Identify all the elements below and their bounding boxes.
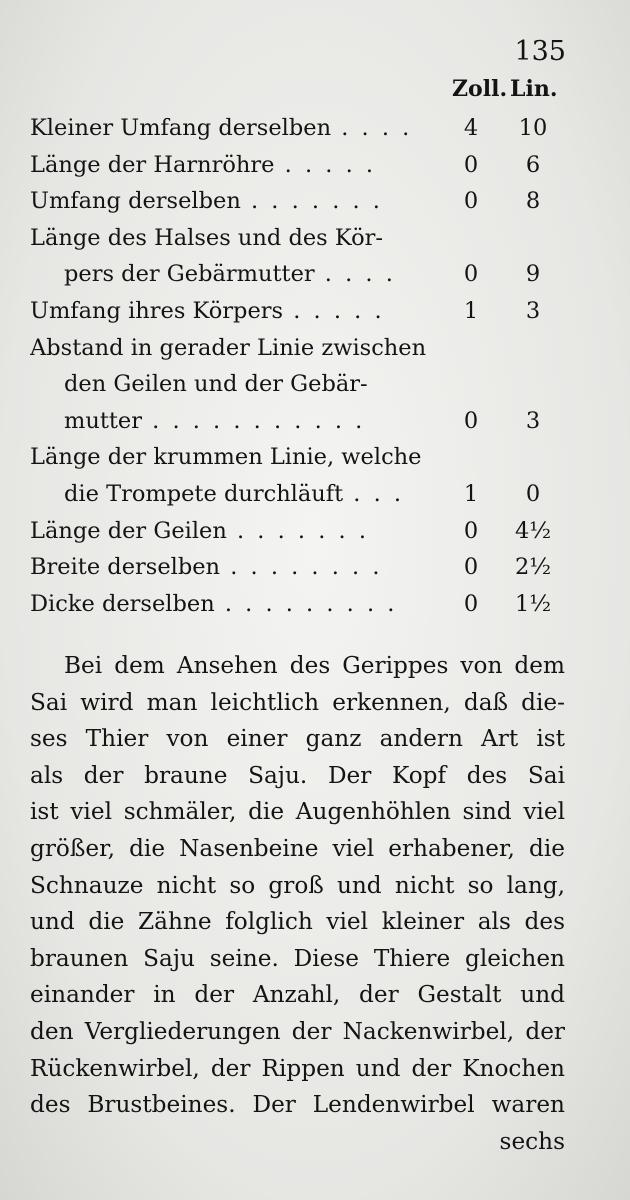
- lin-value: 3: [525, 407, 541, 434]
- body-paragraph: [30, 648, 565, 1160]
- paragraph-line: ses Thier von einer ganz andern Art ist: [30, 725, 565, 753]
- table-row: [30, 330, 590, 440]
- table-row: [30, 439, 590, 512]
- measurement-label: Umfang derselben . . . . . . .: [30, 188, 383, 215]
- measurement-label: Länge des Halses und des Kör-: [30, 224, 383, 251]
- table-row: [30, 220, 590, 293]
- table-row: [30, 110, 590, 147]
- zoll-value: 1: [463, 480, 479, 507]
- lin-value: 4½: [514, 517, 552, 544]
- lin-value: 8: [525, 188, 541, 215]
- measurement-label: Länge der Geilen . . . . . . .: [30, 517, 369, 544]
- table-row: [30, 293, 590, 330]
- measurement-label: die Trompete durchläuft . . .: [64, 480, 405, 507]
- zoll-value: 0: [463, 554, 479, 581]
- paragraph-line: Sai wird man leichtlich erkennen, daß die-: [30, 688, 565, 716]
- measurement-label: Dicke derselben . . . . . . . . .: [30, 590, 398, 617]
- lin-value: 6: [525, 151, 541, 178]
- paragraph-line: braunen Saju seine. Diese Thiere gleichen: [30, 944, 565, 972]
- unit-lin-header: Lin.: [510, 76, 558, 102]
- paragraph-line: ist viel schmäler, die Augenhöhlen sind viel: [30, 798, 565, 826]
- paragraph-line: Bei dem Ansehen des Gerippes von dem: [64, 652, 565, 679]
- lin-value: 0: [525, 480, 541, 507]
- table-row: [30, 183, 590, 220]
- paragraph-line: des Brustbeines. Der Lendenwirbel waren: [30, 1091, 565, 1119]
- table-row: [30, 549, 590, 586]
- zoll-value: 0: [463, 261, 479, 288]
- lin-value: 1½: [514, 590, 552, 617]
- zoll-value: 4: [463, 115, 479, 141]
- page-number: 135: [514, 36, 566, 67]
- zoll-value: 0: [463, 407, 479, 434]
- zoll-value: 0: [463, 188, 479, 215]
- measurement-label: Umfang ihres Körpers . . . . .: [30, 297, 385, 324]
- unit-header: [452, 76, 570, 102]
- paragraph-line: größer, die Nasenbeine viel erhabener, die: [30, 834, 565, 862]
- lin-value: 3: [525, 297, 541, 324]
- paragraph-line: Schnauze nicht so groß und nicht so lang,: [30, 871, 565, 899]
- table-row: [30, 147, 590, 184]
- lin-value: 9: [525, 261, 541, 288]
- lin-value: 2½: [514, 554, 552, 581]
- paragraph-line: den Vergliederungen der Nackenwirbel, der: [30, 1017, 565, 1045]
- catchword: sechs: [499, 1127, 565, 1155]
- paragraph-line: einander in der Anzahl, der Gestalt und: [30, 981, 565, 1009]
- paragraph-line: Rückenwirbel, der Rippen und der Knochen: [30, 1054, 565, 1082]
- paragraph-line: als der braune Saju. Der Kopf des Sai: [30, 761, 565, 789]
- measurement-label: pers der Gebärmutter . . . .: [64, 261, 396, 288]
- table-row: [30, 586, 590, 623]
- lin-value: 10: [518, 115, 548, 141]
- measurement-label: Abstand in gerader Linie zwischen: [30, 334, 427, 361]
- measurement-label: Breite derselben . . . . . . . .: [30, 554, 383, 581]
- zoll-value: 0: [463, 151, 479, 178]
- unit-zoll-header: Zoll.: [452, 76, 508, 102]
- measurement-label: Kleiner Umfang derselben . . . .: [30, 115, 413, 141]
- measurement-label: Länge der krummen Linie, welche: [30, 444, 422, 471]
- zoll-value: 0: [463, 517, 479, 544]
- paragraph-line: und die Zähne folglich viel kleiner als des: [30, 908, 565, 936]
- measurement-label: den Geilen und der Gebär-: [64, 371, 368, 398]
- zoll-value: 1: [463, 297, 479, 324]
- measurement-table: [30, 110, 590, 622]
- table-row: [30, 513, 590, 550]
- measurement-label: Länge der Harnröhre . . . . .: [30, 151, 377, 178]
- zoll-value: 0: [463, 590, 479, 617]
- measurement-label: mutter . . . . . . . . . . .: [64, 407, 366, 434]
